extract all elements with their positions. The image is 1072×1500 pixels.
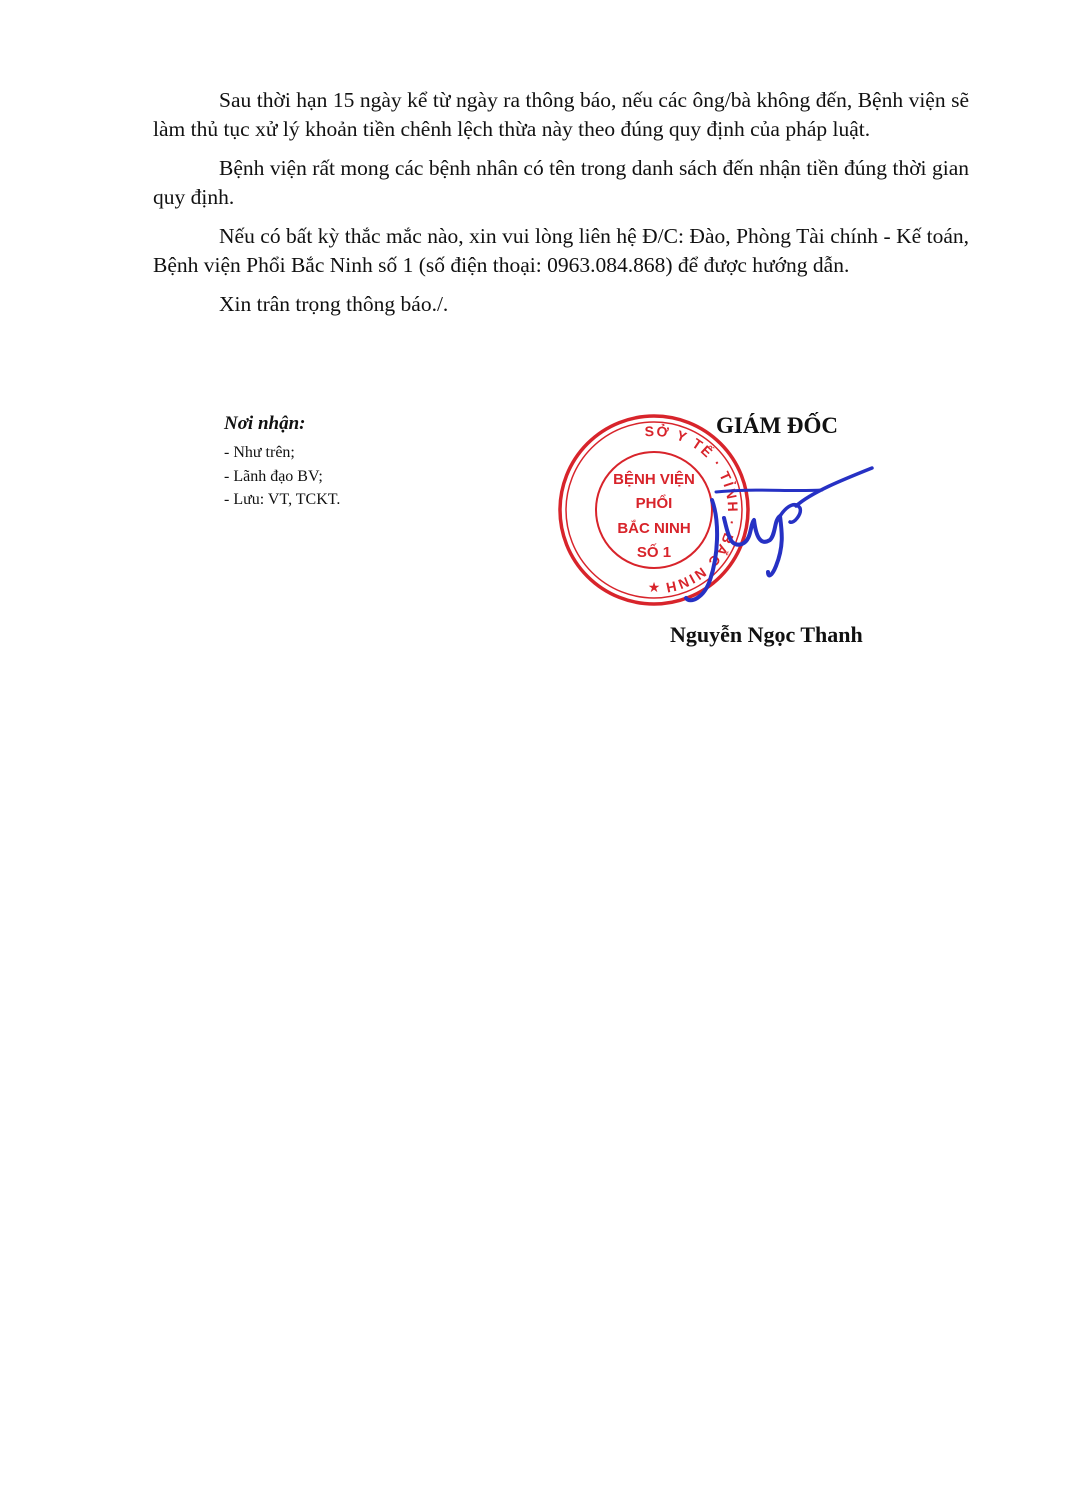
paragraph-closing: Xin trân trọng thông báo./.: [219, 292, 449, 316]
handwritten-signature: [672, 462, 882, 610]
signature-stroke: [724, 516, 782, 575]
recipient-item: - Lãnh đạo BV;: [224, 467, 323, 485]
signer-name: Nguyễn Ngọc Thanh: [670, 622, 863, 647]
stamp-center-line: PHỔI: [635, 495, 673, 512]
paragraph-contact: Nếu có bất kỳ thắc mắc nào, xin vui lòng liên hệ Đ/C: Đào, Phòng Tài chính - Kế toán, Bệnh viện Phổi Bắc Ninh số 1 (số điện thoại: 0963.084.868) để được hướng dẫn.: [153, 224, 969, 277]
signature-stroke: [686, 500, 717, 600]
stamp-center-line: SỐ 1: [636, 544, 672, 561]
signature-stroke: [780, 468, 872, 522]
signature-stroke: [716, 490, 822, 492]
stamp-ring-text: SỞ Y TẾ · TỈNH · BẮC NINH: [644, 422, 742, 597]
stamp-center-line: BỆNH VIỆN: [613, 471, 695, 488]
recipient-item: - Lưu: VT, TCKT.: [224, 491, 341, 508]
recipients-block: [224, 413, 484, 512]
stamp-star-icon: ★: [647, 580, 661, 596]
paragraph-request: Bệnh viện rất mong các bệnh nhân có tên trong danh sách đến nhận tiền đúng thời gian quy định.: [153, 156, 969, 209]
recipient-item: - Như trên;: [224, 444, 295, 461]
stamp-center-line: BẮC NINH: [617, 520, 691, 537]
signer-title: GIÁM ĐỐC: [716, 413, 839, 438]
document-body: [153, 86, 969, 329]
recipients-list: [224, 441, 484, 512]
recipients-title: Nơi nhận:: [224, 413, 306, 434]
paragraph-deadline: Sau thời hạn 15 ngày kể từ ngày ra thông báo, nếu các ông/bà không đến, Bệnh viện sẽ làm thủ tục xử lý khoản tiền chênh lệch thừa này theo đúng quy định của pháp luật.: [153, 88, 969, 141]
